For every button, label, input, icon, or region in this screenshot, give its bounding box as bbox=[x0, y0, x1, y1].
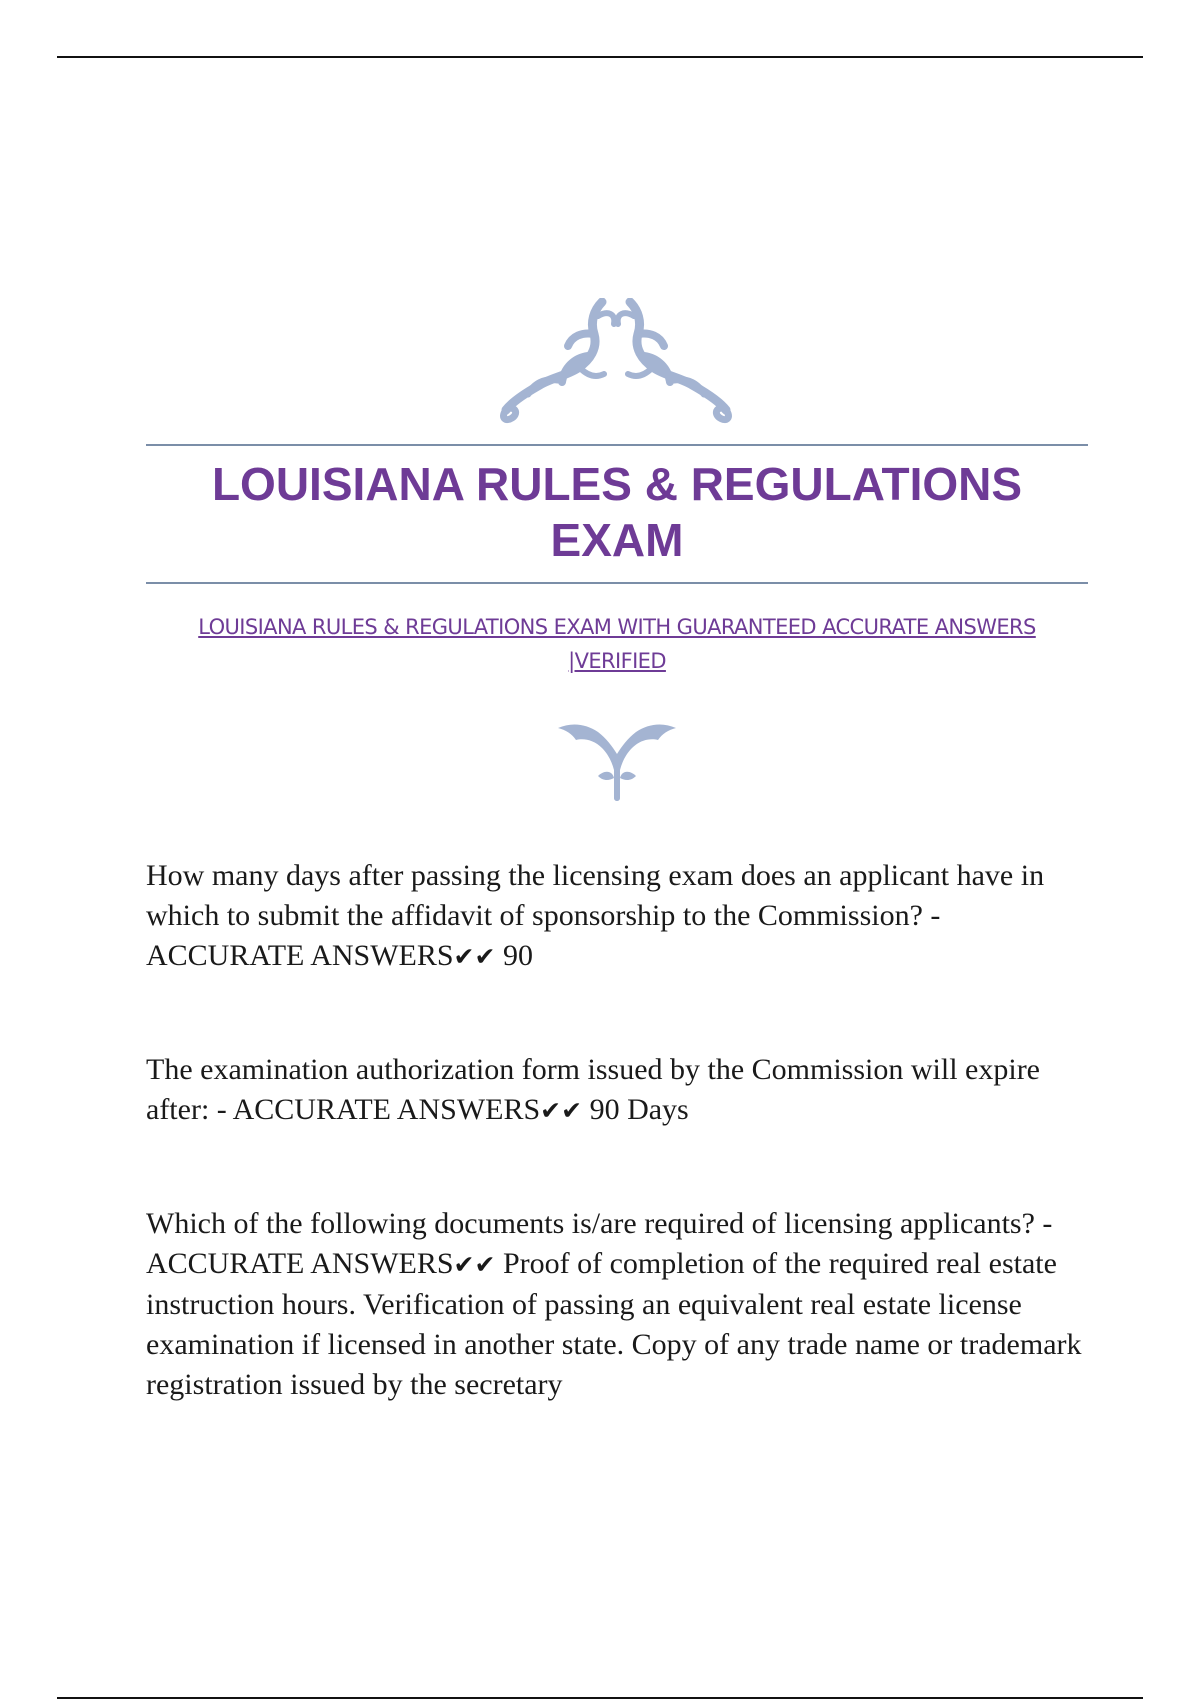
qa-item bbox=[146, 1050, 1091, 1131]
double-check-icon: ✔✔ bbox=[540, 1096, 583, 1125]
qa-question: Which of the following documents is/are required of licensing applicants? - ACCURATE ANSWERS bbox=[146, 1207, 1053, 1280]
double-check-icon: ✔✔ bbox=[453, 1250, 496, 1279]
qa-answer: 90 Days bbox=[582, 1093, 689, 1126]
qa-item bbox=[146, 1204, 1091, 1405]
qa-answer: Proof of completion of the required real estate instruction hours. Verification of passing an equivalent real estate license examination if licensed in another state. Copy of any trade name or trademark registration issued by the secretary bbox=[146, 1247, 1082, 1401]
qa-question: The examination authorization form issued by the Commission will expire after: - ACCURATE ANSWERS bbox=[146, 1053, 1040, 1126]
qa-item bbox=[146, 856, 1091, 977]
document-subtitle: LOUISIANA RULES & REGULATIONS EXAM WITH GUARANTEED ACCURATE ANSWERS |VERIFIED bbox=[198, 615, 1036, 673]
qa-question: How many days after passing the licensing exam does an applicant have in which to submit the affidavit of sponsorship to the Commission? - ACCURATE ANSWERS bbox=[146, 859, 1045, 972]
fleuron-ornament-icon bbox=[554, 720, 680, 804]
title-bottom-rule bbox=[146, 582, 1088, 584]
title-top-rule bbox=[146, 444, 1088, 446]
page-top-rule bbox=[57, 56, 1143, 58]
flourish-ornament-icon bbox=[498, 298, 734, 424]
double-check-icon: ✔✔ bbox=[453, 942, 496, 971]
qa-answer: 90 bbox=[495, 939, 533, 972]
page-bottom-rule bbox=[57, 1697, 1143, 1699]
document-title: LOUISIANA RULES & REGULATIONS EXAM bbox=[211, 458, 1023, 566]
